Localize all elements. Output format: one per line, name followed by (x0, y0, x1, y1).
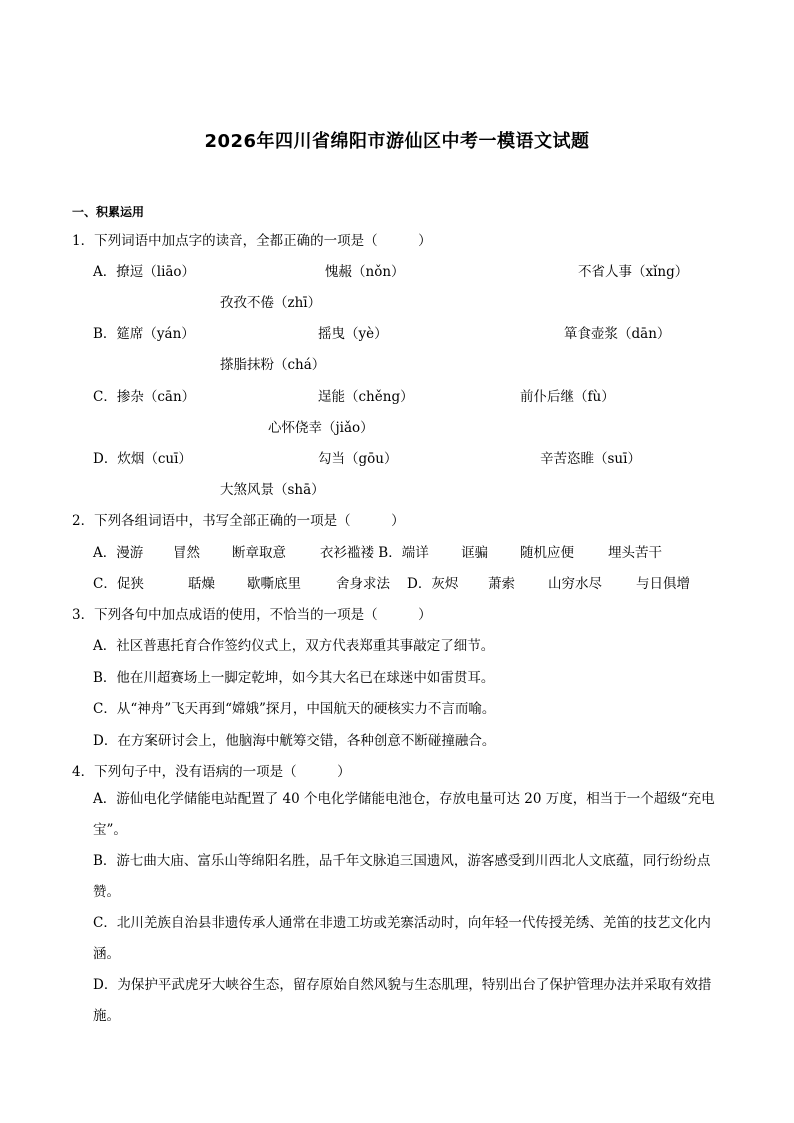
question-3-stem: 3．下列各句中加点成语的使用，不恰当的一项是（ ） (72, 607, 432, 623)
q1-option-b-3: 箪食壶浆（dān） (564, 326, 671, 342)
q2-word: D．灰烬 (407, 576, 459, 592)
q1-option-a-3: 不省人事（xǐng） (578, 264, 689, 280)
q3-option-c: C．从“神舟”飞天再到“嫦娥”探月，中国航天的硬核实力不言而喻。 (93, 701, 496, 717)
q2-word: 诓骗 (461, 545, 488, 561)
q1-option-c-2: 逞能（chěng） (318, 389, 414, 405)
q2-word: 断章取意 (232, 545, 286, 561)
q4-option-b: B．游七曲大庙、富乐山等绵阳名胜，品千年文脉追三国遗风，游客感受到川西北人文底蕴，同行纷纷点赞。 (93, 853, 711, 900)
q4-option-c: C．北川羌族自治县非遗传承人通常在非遗工坊或羌寨活动时，向年轻一代传授羌绣、羌笛的技艺文化内涵。 (93, 915, 711, 962)
q2-word: 冒然 (173, 545, 200, 561)
q1-option-b-1: B．筵席（yán） (93, 326, 195, 342)
q3-option-a: A．社区普惠托育合作签约仪式上，双方代表郑重其事敲定了细节。 (93, 638, 495, 654)
q4-option-d: D．为保护平武虎牙大峡谷生态，留存原始自然风貌与生态肌理，特别出台了保护管理办法并采取有效措施。 (93, 977, 712, 1024)
q1-option-a-2: 愧赧（nǒn） (325, 264, 405, 280)
q2-word: 萧索 (488, 576, 515, 592)
q1-option-b-4: 搽脂抹粉（chá） (220, 357, 326, 373)
q2-word: 舍身求法 (336, 576, 390, 592)
q3-option-b: B．他在川超赛场上一脚定乾坤，如今其大名已在球迷中如雷贯耳。 (93, 670, 495, 686)
question-1-stem: 1．下列词语中加点字的读音，全都正确的一项是（ ） (72, 233, 432, 249)
q1-option-d-3: 辛苦恣睢（suī） (540, 451, 641, 467)
q2-word: C．促狭 (93, 576, 144, 592)
q1-option-d-4: 大煞风景（shā） (220, 482, 325, 498)
q1-option-b-2: 摇曳（yè） (318, 326, 388, 342)
section-heading: 一、积累运用 (72, 205, 145, 219)
question-2-stem: 2．下列各组词语中，书写全部正确的一项是（ ） (72, 513, 405, 529)
q1-option-c-1: C．掺杂（cān） (93, 389, 196, 405)
q2-word: 埋头苦干 (608, 545, 662, 561)
q2-word: 聒燥 (188, 576, 215, 592)
question-4-stem: 4．下列句子中，没有语病的一项是（ ） (72, 764, 351, 780)
q1-option-a-1: A．撩逗（liāo） (93, 264, 196, 280)
q1-option-c-4: 心怀侥幸（jiǎo） (268, 420, 374, 436)
q1-option-d-1: D．炊烟（cuī） (93, 451, 192, 467)
q4-option-a: A．游仙电化学储能电站配置了 40 个电化学储能电池仓，存放电量可达 20 万度，相当于一个超级“充电宝”。 (93, 791, 715, 838)
q2-word: 与日俱增 (636, 576, 690, 592)
q1-option-a-4: 孜孜不倦（zhī） (220, 295, 322, 311)
q3-option-d: D．在方案研讨会上，他脑海中觥筹交错，各种创意不断碰撞融合。 (93, 733, 496, 749)
page-title: 2026年四川省绵阳市游仙区中考一模语文试题 (204, 131, 590, 152)
q1-option-d-2: 勾当（gōu） (318, 451, 398, 467)
q2-word: 歇嘶底里 (247, 576, 301, 592)
q2-word: 山穷水尽 (548, 576, 602, 592)
q2-word: A．漫游 (93, 545, 144, 561)
q2-word: 随机应便 (520, 545, 574, 561)
q2-word: 衣衫褴褛 B．端详 (320, 545, 429, 561)
q1-option-c-3: 前仆后继（fù） (520, 389, 615, 405)
